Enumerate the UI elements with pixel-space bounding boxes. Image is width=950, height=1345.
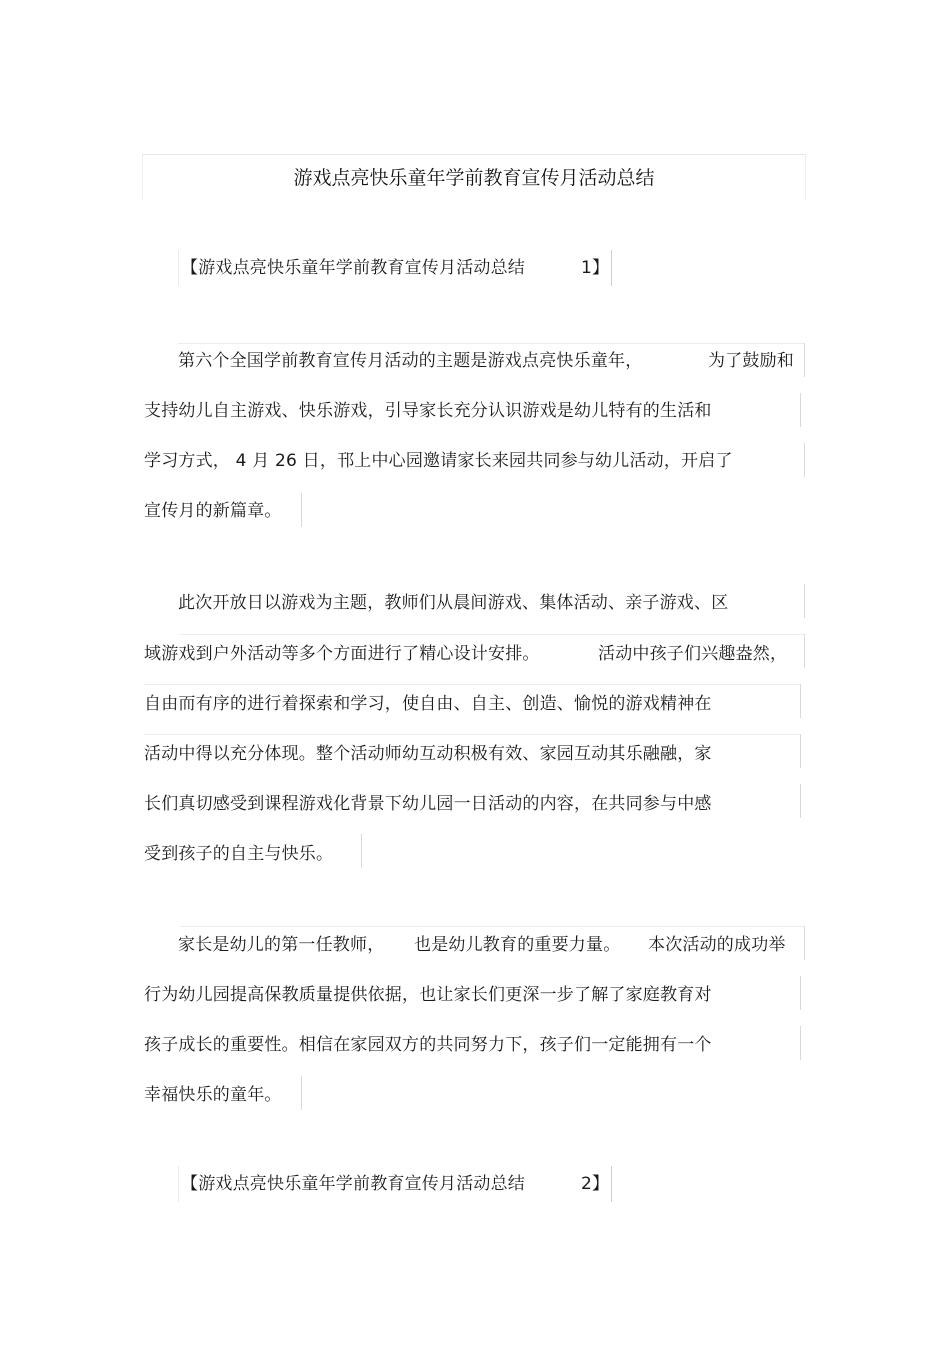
line-frame [804,926,805,960]
section-heading-2-number: 2】 [581,1174,610,1194]
paragraph-1-line-4: 宣传月的新篇章。 [144,501,282,521]
line-frame [804,443,805,477]
line-frame [800,1026,801,1060]
paragraph-1-line-2: 支持幼儿自主游戏、快乐游戏，引导家长充分认识游戏是幼儿特有的生活和 [144,401,712,421]
line-frame [804,634,805,668]
section-heading-1 [178,250,612,286]
line-frame [800,684,801,718]
line-frame [804,343,805,377]
line-frame [804,584,805,618]
paragraph-3-line-4: 幸福快乐的童年。 [144,1085,282,1105]
paragraph-3-line-1: 家长是幼儿的第一任教师， [178,935,385,955]
paragraph-1-line-1: 第六个全国学前教育宣传月活动的主题是游戏点亮快乐童年， [178,351,643,371]
line-frame [800,734,801,768]
paragraph-2-line-6: 受到孩子的自主与快乐。 [144,844,334,864]
paragraph-3-line-1c: 本次活动的成功举 [648,935,786,955]
line-frame [144,684,801,685]
section-heading-1-text: 【游戏点亮快乐童年学前教育宣传月活动总结 [181,258,525,278]
document-title: 游戏点亮快乐童年学前教育宣传月活动总结 [293,167,655,189]
line-frame [301,1076,302,1110]
line-frame [180,926,805,927]
line-frame [800,976,801,1010]
paragraph-2-line-5: 长们真切感受到课程游戏化背景下幼儿园一日活动的内容，在共同参与中感 [144,794,712,814]
paragraph-3-line-3: 孩子成长的重要性。相信在家园双方的共同努力下，孩子们一定能拥有一个 [144,1035,712,1055]
paragraph-1-line-1b: 为了鼓励和 [708,351,794,371]
line-frame [144,734,801,735]
paragraph-2-line-2b: 活动中孩子们兴趣盎然， [598,644,788,664]
line-frame [361,834,362,868]
paragraph-3-line-1b: 也是幼儿教育的重要力量。 [414,935,621,955]
paragraph-2-line-4: 活动中得以充分体现。整个活动师幼互动积极有效、家园互动其乐融融，家 [144,744,712,764]
paragraph-2-line-3: 自由而有序的进行着探索和学习，使自由、自主、创造、愉悦的游戏精神在 [144,694,712,714]
paragraph-2-line-1: 此次开放日以游戏为主题，教师们从晨间游戏、集体活动、亲子游戏、区 [178,593,729,613]
line-frame [180,634,805,635]
line-frame [800,784,801,818]
paragraph-2-line-2: 域游戏到户外活动等多个方面进行了精心设计安排。 [144,644,540,664]
paragraph-3-line-2: 行为幼儿园提高保教质量提供依据，也让家长们更深一步了解了家庭教育对 [144,985,712,1005]
section-heading-1-number: 1】 [581,258,610,278]
line-frame [178,343,805,344]
title-box [142,154,806,200]
section-heading-2-text: 【游戏点亮快乐童年学前教育宣传月活动总结 [181,1174,525,1194]
line-frame [800,393,801,427]
line-frame [301,493,302,527]
paragraph-1-line-3: 学习方式， 4 月 26 日，邗上中心园邀请家长来园共同参与幼儿活动，开启了 [144,451,733,471]
section-heading-2 [178,1166,612,1202]
